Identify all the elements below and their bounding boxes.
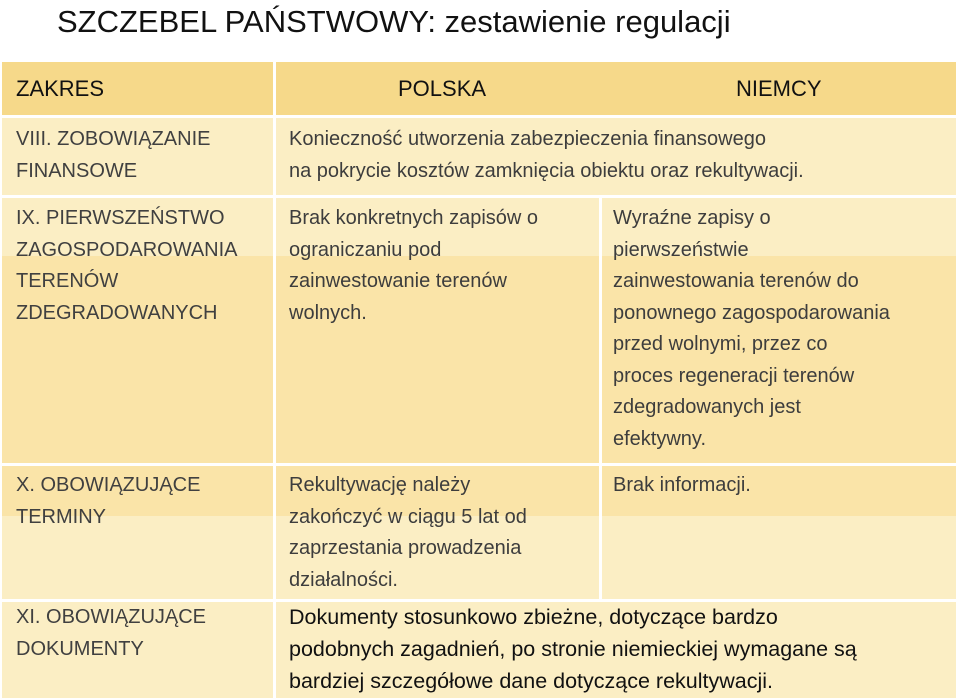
row-scope-financial: VIII. ZOBOWIĄZANIE FINANSOWE bbox=[16, 128, 211, 182]
row-text-financial: Konieczność utworzenia zabezpieczenia finansowego na pokrycie kosztów zamknięcia obiektu oraz rekultywacji. bbox=[289, 128, 804, 182]
divider bbox=[599, 195, 602, 599]
divider bbox=[2, 463, 956, 466]
row-scope-documents: XI. OBOWIĄZUJĄCE DOKUMENTY bbox=[16, 606, 207, 660]
row-poland-deadlines: Rekultywację należy zakończyć w ciągu 5 lat od zaprzestania prowadzenia działalności. bbox=[289, 474, 527, 591]
divider bbox=[273, 62, 276, 698]
header-scope: ZAKRES bbox=[16, 76, 105, 101]
row-germany-deadlines: Brak informacji. bbox=[613, 474, 751, 496]
row-text-documents: Dokumenty stosunkowo zbieżne, dotyczące bardzo podobnych zagadnień, po stronie niemieckiej wymagane są bardziej szczegółowe dane dotyczące rekultywacji. bbox=[289, 605, 857, 693]
row-germany-priority: Wyraźne zapisy o pierwszeństwie zainwestowania terenów do ponownego zagospodarowania przed wolnymi, przez co proces regeneracji terenów zdegradowanych jest efektywny. bbox=[613, 207, 890, 450]
page-title: SZCZEBEL PAŃSTWOWY: zestawienie regulacji bbox=[57, 4, 731, 39]
row-scope-priority: IX. PIERWSZEŃSTWO ZAGOSPODAROWANIA TERENÓW ZDEGRADOWANYCH bbox=[16, 207, 238, 324]
regulations-table bbox=[2, 62, 956, 698]
row-poland-priority: Brak konkretnych zapisów o ograniczaniu pod zainwestowanie terenów wolnych. bbox=[289, 207, 539, 324]
header-germany: NIEMCY bbox=[736, 76, 822, 101]
row-scope-deadlines: X. OBOWIĄZUJĄCE TERMINY bbox=[16, 474, 201, 528]
header-poland: POLSKA bbox=[398, 76, 487, 101]
divider bbox=[2, 115, 956, 118]
divider bbox=[2, 195, 956, 198]
